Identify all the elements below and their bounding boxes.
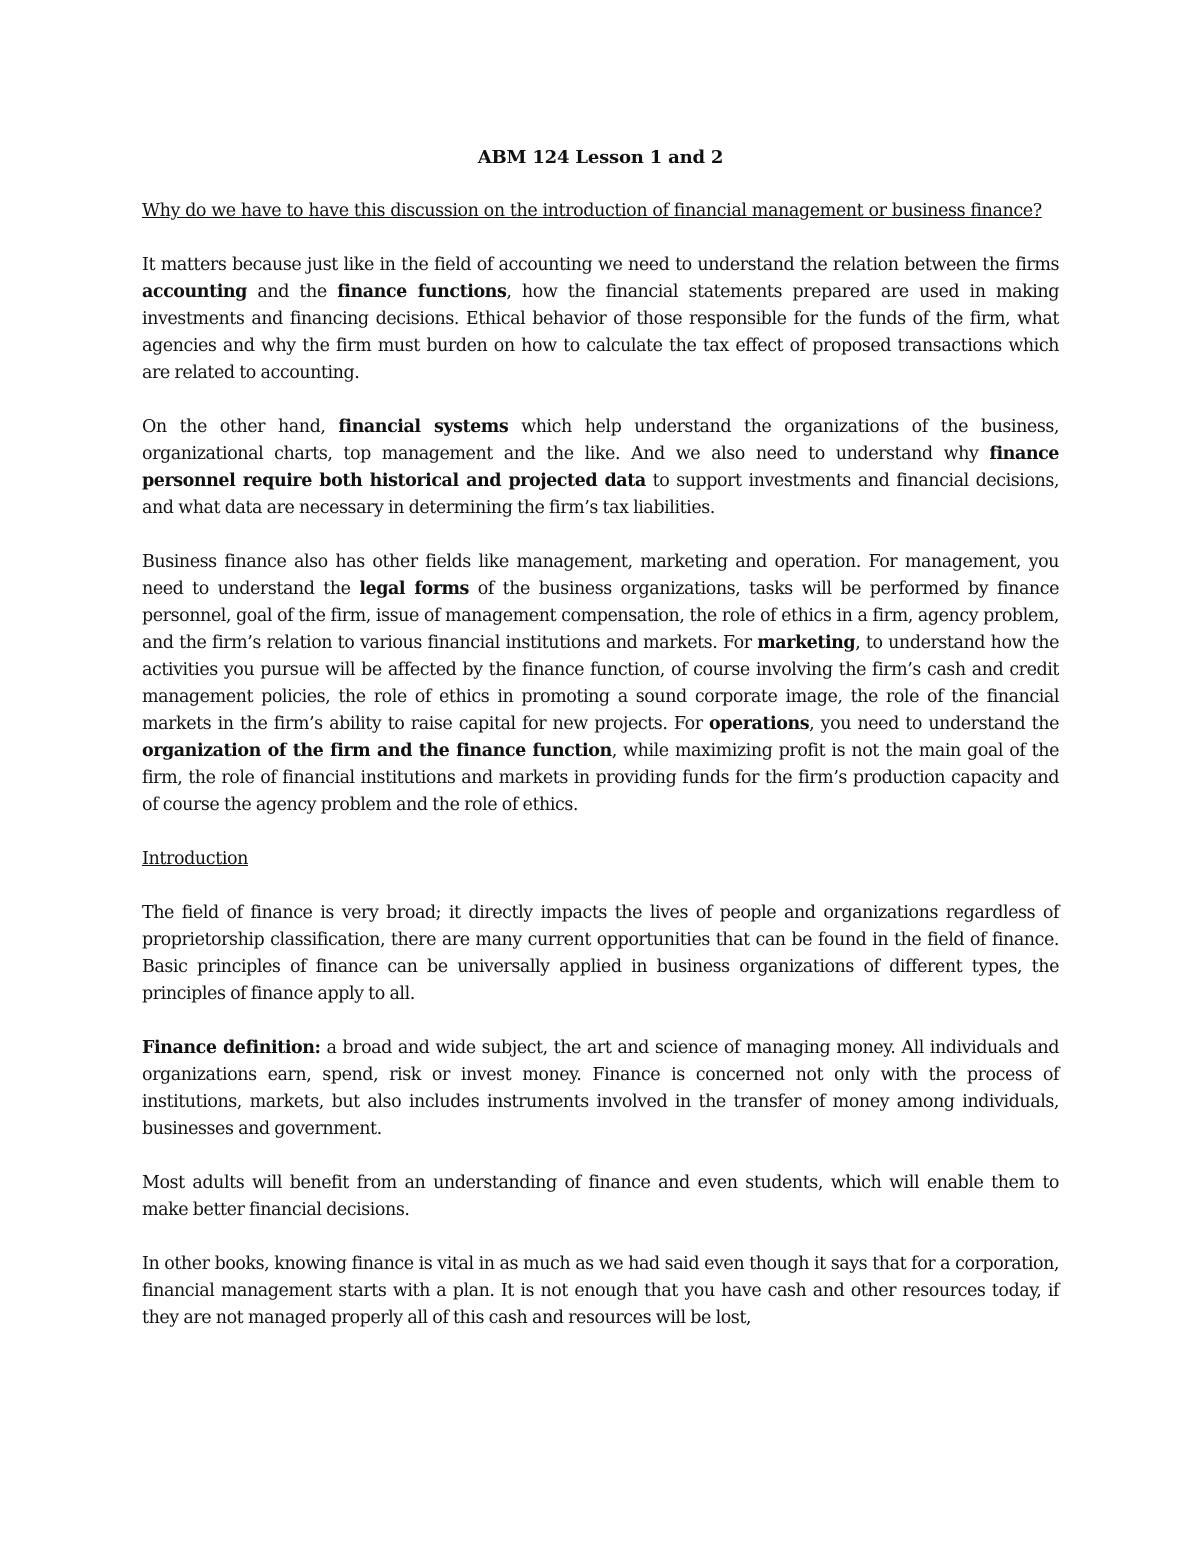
paragraph-field-of-finance: The field of finance is very broad; it directly impacts the lives of people and organizations regardless of proprietorship classification, there are many current opportunities that can be found in the field of finance. Basic principles of finance can be universally applied in business organizations of different types, the principles of finance apply to all. [142,903,1059,1004]
text-span: which help understand the organizations of the business, organizational charts, top management and the like. And we also need to understand why [142,417,1060,464]
bold-term: financial systems [338,417,509,437]
text-span: , while maximizing profit is not the main goal of the firm, the role of financial institutions and markets in providing funds for the firm’s production capacity and of course the agency problem and the role of ethics. [142,741,1059,815]
bold-term: finance functions [337,282,507,302]
text-span: , to understand how the activities you pursue will be affected by the finance function, of course involving the firm’s cash and credit management policies, the role of ethics in promoting a sound corporate image, the role of the financial markets in the firm’s ability to raise capital for new projects. For [142,633,1059,734]
text-span: of the business organizations, tasks will be performed by finance personnel, goal of the firm, issue of management compensation, the role of ethics in a firm, agency problem, and the firm’s relation to various financial institutions and markets. For [142,579,1060,653]
paragraph-adults-benefit: Most adults will benefit from an understanding of finance and even students, which will enable them to make better financial decisions. [142,1173,1059,1220]
text-span: Business finance also has other fields like management, marketing and operation. For management, you need to understand the [142,552,1059,599]
bold-term: organization of the firm and the finance function [142,741,612,761]
text-span: to support investments and financial decisions, and what data are necessary in determining the firm’s tax liabilities. [142,471,1059,518]
bold-term: legal forms [359,579,469,599]
text-span: and the [246,282,338,302]
bold-term: marketing [757,633,856,653]
document-page [142,144,1059,1359]
bold-term: Finance definition: [142,1038,321,1058]
paragraph-financial-systems [142,414,1059,522]
paragraph-other-books: In other books, knowing finance is vital in as much as we had said even though it says that for a corporation, financial management starts with a plan. It is not enough that you have cash and other resources today, if they are not managed properly all of this cash and resources will be lost, [142,1254,1059,1328]
discussion-question: Why do we have to have this discussion on the introduction of financial management or business finance? [142,201,1042,221]
bold-term: finance personnel require both historical and projected data [142,444,1059,491]
paragraph-business-finance [142,549,1059,819]
text-span: On the other hand, [142,417,339,437]
bold-term: operations [709,714,810,734]
document-title: ABM 124 Lesson 1 and 2 [477,147,724,168]
text-span: a broad and wide subject, the art and science of managing money. All individuals and organizations earn, spend, risk or invest money. Finance is concerned not only with the process of institutions, markets, but also includes instruments involved in the transfer of money among individuals, businesses and government. [142,1038,1060,1139]
bold-term: accounting [142,282,247,302]
paragraph-finance-definition [142,1035,1059,1143]
section-heading-introduction: Introduction [142,849,249,869]
text-span: , how the financial statements prepared are used in making investments and financing decisions. Ethical behavior of those responsible for the funds of the firm, what agencies and why the firm must burden on how to calculate the tax effect of proposed transactions which are related to accounting. [142,282,1059,383]
text-span: , you need to understand the [809,714,1059,734]
text-span: It matters because just like in the field of accounting we need to understand the relation between the firms [142,255,1059,275]
paragraph-accounting [142,252,1059,387]
